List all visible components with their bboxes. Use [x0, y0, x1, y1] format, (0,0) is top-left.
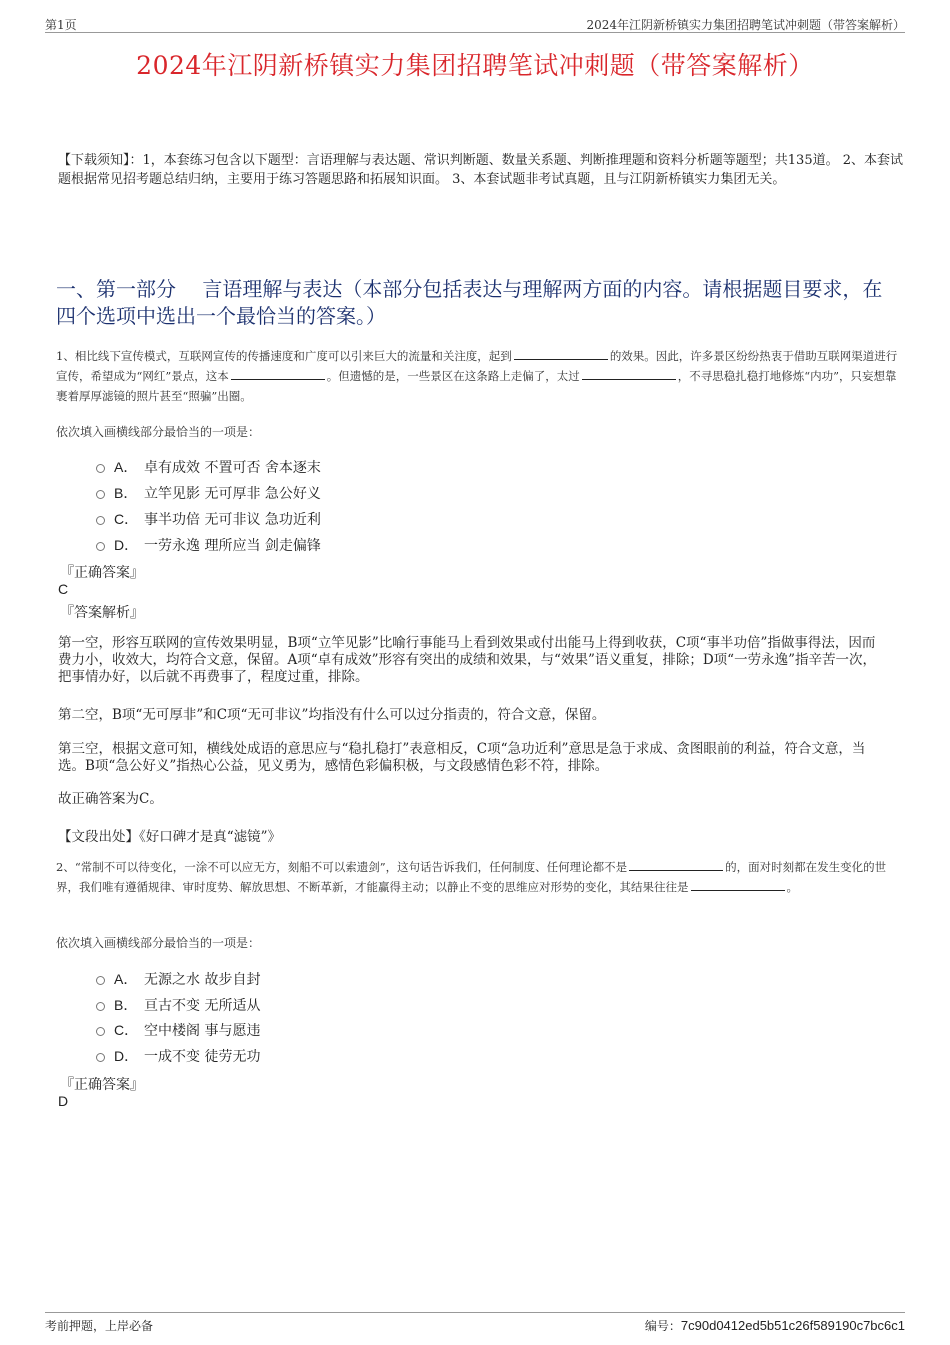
radio-button-icon[interactable]: [96, 464, 105, 473]
question-1-answer: C: [58, 581, 69, 597]
radio-button-icon[interactable]: [96, 490, 105, 499]
question-1-stem: 1、相比线下宣传模式，互联网宣传的传播速度和广度可以引来巨大的流量和关注度，起到 的效果。因此，许多景区纷纷热衷于借助互联网渠道进行宣传，希望成为“网红”景点，这本 。但遗憾的是，一些景区在这条路上走偏了，太过 ，不寻思稳扎稳打地修炼“内功”，只妄想靠裹着厚厚滤镜的照片甚至“照骗”出圈。: [56, 349, 898, 403]
question-2-option-c[interactable]: C． 空中楼阁 事与愿违: [96, 1020, 260, 1040]
question-2-option-b[interactable]: B． 亘古不变 无所适从: [96, 995, 260, 1015]
radio-button-icon[interactable]: [96, 542, 105, 551]
answer-blank: [231, 367, 325, 380]
radio-button-icon[interactable]: [96, 1027, 105, 1036]
question-1-analysis-label: 『答案解析』: [60, 605, 144, 621]
radio-button-icon[interactable]: [96, 1002, 105, 1011]
question-2-answer: D: [58, 1093, 69, 1109]
answer-blank: [582, 367, 676, 380]
question-2-answer-label: 『正确答案』: [60, 1077, 144, 1093]
section-title: 一、第一部分 言语理解与表达（本部分包括表达与理解两方面的内容。请根据题目要求，在四个选项中选出一个最恰当的答案。）: [56, 277, 883, 328]
question-1-answer-label: 『正确答案』: [60, 565, 144, 581]
page-footer: [45, 1312, 905, 1335]
question-2-prompt: 依次填入画横线部分最恰当的一项是：: [56, 936, 261, 950]
question-2-option-d[interactable]: D． 一成不变 徒劳无功: [96, 1046, 260, 1066]
document-title: 2024年江阴新桥镇实力集团招聘笔试冲刺题（带答案解析）: [136, 51, 814, 80]
question-1-option-c[interactable]: C． 事半功倍 无可非议 急功近利: [96, 509, 321, 529]
answer-blank: [629, 858, 723, 871]
question-1-analysis-paragraph: 第三空，根据文意可知，横线处成语的意思应与“稳扎稳打”表意相反，C项“急功近利”意思是急于求成、贪图眼前的利益，符合文意，当选。B项“急公好义”指热心公益，见义勇为，感情色彩偏积极，与文段感情色彩不符，排除。: [58, 741, 866, 774]
question-1-prompt: 依次填入画横线部分最恰当的一项是：: [56, 425, 261, 439]
header-doc-title: 2024年江阴新桥镇实力集团招聘笔试冲刺题（带答案解析）: [586, 18, 905, 32]
footer-code: 编号：7c90d0412ed5b51c26f589190c7bc6c1: [644, 1318, 905, 1333]
question-1-option-a[interactable]: A． 卓有成效 不置可否 舍本逐末: [96, 457, 321, 477]
question-1-analysis-paragraph: 第二空，B项“无可厚非”和C项“无可非议”均指没有什么可以过分指责的，符合文意，保留。: [58, 707, 606, 723]
question-2-option-a[interactable]: A． 无源之水 故步自封: [96, 969, 260, 989]
page-number: 第1页: [45, 18, 77, 32]
radio-button-icon[interactable]: [96, 976, 105, 985]
page-header: [45, 14, 905, 33]
download-notice: 【下载须知】：1，本套练习包含以下题型：言语理解与表达题、常识判断题、数量关系题、判断推理题和资料分析题等题型；共135道。 2、本套试题根据常见招考题总结归纳，主要用于练习答题思路和拓展知识面。 3、本套试题非考试真题，且与江阴新桥镇实力集团无关。: [58, 153, 903, 187]
radio-button-icon[interactable]: [96, 516, 105, 525]
radio-button-icon[interactable]: [96, 1053, 105, 1062]
answer-blank: [691, 878, 785, 891]
question-1-option-d[interactable]: D． 一劳永逸 理所应当 剑走偏锋: [96, 535, 321, 555]
question-1-analysis-paragraph: 第一空，形容互联网的宣传效果明显，B项“立竿见影”比喻行事能马上看到效果或付出能马上得到收获，C项“事半功倍”指做事得法，因而费力小，收效大，均符合文意，保留。A项“卓有成效”形容有突出的成绩和效果，与“效果”语义重复，排除；D项“一劳永逸”指辛苦一次，把事情办好，以后就不再费事了，程度过重，排除。: [58, 635, 876, 685]
question-2-stem: 2、“常制不可以待变化，一涂不可以应无方，刻船不可以索遗剑”，这句话告诉我们，任何制度、任何理论都不是 的，面对时刻都在发生变化的世界，我们唯有遵循规律、审时度势、解放思想、不断革新，才能赢得主动；以静止不变的思维应对形势的变化，其结果往往是 。: [56, 860, 887, 894]
answer-blank: [514, 347, 608, 360]
question-1-option-b[interactable]: B． 立竿见影 无可厚非 急公好义: [96, 483, 321, 503]
footer-slogan: 考前押题，上岸必备: [45, 1319, 154, 1333]
question-1-source: 【文段出处】《好口碑才是真“滤镜”》: [58, 829, 282, 845]
question-1-analysis-paragraph: 故正确答案为C。: [58, 791, 163, 807]
